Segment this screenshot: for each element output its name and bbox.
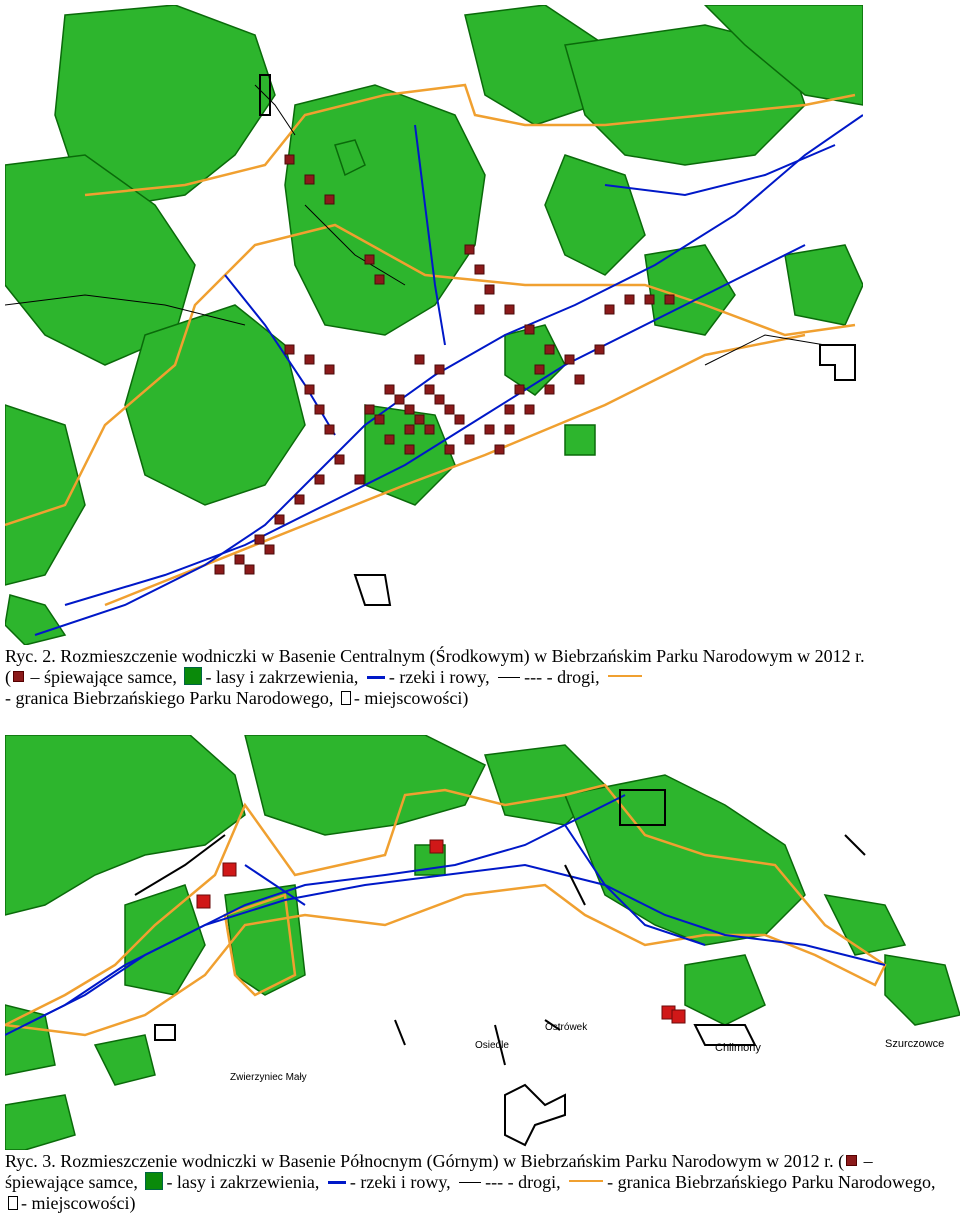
figure1-legend-roads: --- - drogi, xyxy=(524,667,600,687)
singing-male-marker xyxy=(325,195,334,204)
figure1-legend-forest: - lasy i zakrzewienia, xyxy=(205,667,359,687)
singing-male-marker xyxy=(405,445,414,454)
singing-male-marker xyxy=(535,365,544,374)
singing-male-marker xyxy=(605,305,614,314)
singing-male-marker xyxy=(405,425,414,434)
border-line-icon xyxy=(608,675,642,677)
singing-male-marker xyxy=(672,1010,685,1023)
singing-male-marker xyxy=(415,415,424,424)
figure1-legend-males: – śpiewające samce, xyxy=(30,667,177,687)
singing-male-marker xyxy=(415,355,424,364)
place-label-osiedle: Osiedle xyxy=(475,1040,509,1051)
forest-swatch-icon xyxy=(145,1172,163,1190)
singing-male-marker xyxy=(395,395,404,404)
singing-male-marker xyxy=(315,475,324,484)
singing-male-marker xyxy=(265,545,274,554)
singing-male-marker xyxy=(505,405,514,414)
singing-male-marker xyxy=(505,305,514,314)
singing-male-marker xyxy=(375,415,384,424)
settlement-symbol-icon xyxy=(341,691,351,705)
singing-male-marker xyxy=(505,425,514,434)
road-line-icon xyxy=(498,677,520,678)
singing-male-marker xyxy=(625,295,634,304)
singing-male-marker xyxy=(245,565,254,574)
border-line-icon xyxy=(569,1180,603,1182)
figure1-label: Ryc. 2. xyxy=(5,646,56,666)
singing-male-marker xyxy=(223,863,236,876)
singing-male-marker xyxy=(575,375,584,384)
singing-male-marker xyxy=(645,295,654,304)
singing-male-marker xyxy=(375,275,384,284)
figure2-legend-roads: --- - drogi, xyxy=(485,1172,561,1192)
singing-male-marker xyxy=(665,295,674,304)
singing-male-marker xyxy=(385,435,394,444)
singing-males-layer-map2 xyxy=(5,735,960,1150)
singing-male-marker xyxy=(445,445,454,454)
singing-male-marker xyxy=(235,555,244,564)
singing-male-marker xyxy=(325,425,334,434)
singing-male-marker xyxy=(197,895,210,908)
place-label-szurczowce: Szurczowce xyxy=(885,1038,945,1050)
figure2-legend-males: – śpiewające samce, xyxy=(5,1151,873,1192)
place-label-ostrowek: Ostrówek xyxy=(545,1022,588,1033)
figure1-title: Rozmieszczenie wodniczki w Basenie Centralnym (Środkowym) w Biebrzańskim Parku Narodowym w 2012 r. xyxy=(60,646,865,666)
singing-male-marker xyxy=(595,345,604,354)
figure2-legend-open: ( xyxy=(838,1151,845,1171)
singing-male-marker xyxy=(475,305,484,314)
singing-male-marker xyxy=(355,475,364,484)
singing-male-marker xyxy=(385,385,394,394)
singing-male-marker xyxy=(315,405,324,414)
singing-male-marker xyxy=(295,495,304,504)
place-label-zwierzyniec: Zwierzyniec Mały xyxy=(230,1072,307,1083)
forest-swatch-icon xyxy=(184,667,202,685)
singing-male-marker xyxy=(365,405,374,414)
singing-male-marker-icon xyxy=(13,671,24,682)
singing-male-marker xyxy=(430,840,443,853)
river-line-icon xyxy=(367,676,385,679)
singing-male-marker xyxy=(525,325,534,334)
figure2-legend-border: - granica Biebrzańskiego Parku Narodowego, xyxy=(607,1172,936,1192)
singing-male-marker xyxy=(275,515,284,524)
figure1-legend-open: ( xyxy=(5,667,11,687)
singing-male-marker xyxy=(285,155,294,164)
figure1-caption xyxy=(5,646,865,709)
figure1-legend-places: - miejscowości) xyxy=(353,688,469,708)
singing-male-marker xyxy=(525,405,534,414)
settlement-symbol-icon xyxy=(8,1196,18,1210)
singing-male-marker xyxy=(305,385,314,394)
singing-male-marker xyxy=(285,345,294,354)
road-line-icon xyxy=(459,1182,481,1183)
singing-male-marker xyxy=(435,365,444,374)
singing-male-marker xyxy=(435,395,444,404)
singing-male-marker xyxy=(515,385,524,394)
singing-male-marker xyxy=(425,385,434,394)
singing-male-marker xyxy=(325,365,334,374)
singing-male-marker xyxy=(545,385,554,394)
figure2-label: Ryc. 3. xyxy=(5,1151,56,1171)
singing-male-marker xyxy=(305,175,314,184)
singing-male-marker xyxy=(425,425,434,434)
singing-male-marker xyxy=(485,425,494,434)
figure2-caption xyxy=(5,1151,955,1214)
singing-male-marker xyxy=(305,355,314,364)
place-label-chlimony: Chlimony xyxy=(715,1042,761,1054)
singing-male-marker xyxy=(465,245,474,254)
singing-male-marker xyxy=(495,445,504,454)
singing-male-marker xyxy=(365,255,374,264)
singing-male-marker xyxy=(215,565,224,574)
figure2-legend-places: - miejscowości) xyxy=(21,1193,136,1213)
singing-male-marker xyxy=(255,535,264,544)
singing-male-marker xyxy=(335,455,344,464)
figure2-legend-rivers: - rzeki i rowy, xyxy=(349,1172,451,1192)
singing-male-marker xyxy=(465,435,474,444)
singing-male-marker xyxy=(475,265,484,274)
figure2-legend-forest: - lasy i zakrzewienia, xyxy=(166,1172,320,1192)
singing-male-marker xyxy=(545,345,554,354)
singing-male-marker xyxy=(455,415,464,424)
river-line-icon xyxy=(328,1181,346,1184)
singing-male-marker xyxy=(485,285,494,294)
singing-male-marker xyxy=(445,405,454,414)
singing-male-marker xyxy=(565,355,574,364)
singing-males-layer-map1 xyxy=(5,5,863,645)
figure2-title: Rozmieszczenie wodniczki w Basenie Północnym (Górnym) w Biebrzańskim Parku Narodowym w 2012 r. xyxy=(60,1151,834,1171)
figure1-legend-border: - granica Biebrzańskiego Parku Narodowego, xyxy=(5,688,334,708)
singing-male-marker xyxy=(405,405,414,414)
figure1-legend-rivers: - rzeki i rowy, xyxy=(388,667,490,687)
singing-male-marker-icon xyxy=(846,1155,857,1166)
